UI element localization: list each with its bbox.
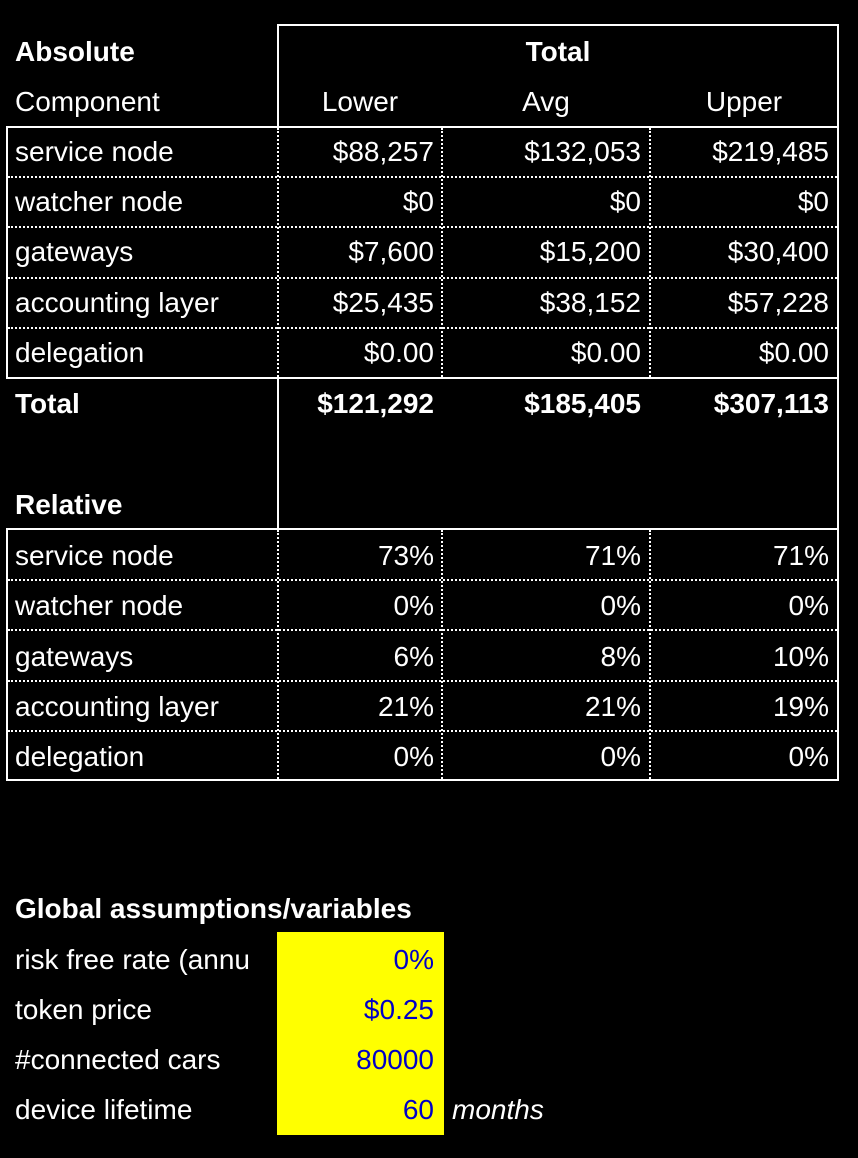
cell-lower[interactable]: $0.00 (363, 337, 434, 368)
cell-lower[interactable]: 6% (393, 641, 434, 672)
total-lower[interactable]: $121,292 (317, 388, 434, 419)
assumption-label[interactable]: #connected cars (15, 1044, 221, 1075)
assumption-label[interactable]: token price (15, 994, 152, 1025)
abs-block-left (6, 126, 8, 378)
rel-block-top (6, 528, 839, 530)
header-box-right (837, 24, 839, 126)
component-label: Component (15, 86, 160, 117)
assumption-label[interactable]: device lifetime (15, 1094, 193, 1125)
row-label[interactable]: gateways (15, 641, 134, 672)
cell-upper[interactable]: $219,485 (712, 136, 829, 167)
assumption-value-input[interactable]: 80000 (356, 1044, 434, 1075)
row-label[interactable]: watcher node (15, 186, 184, 217)
assumption-value-input[interactable]: $0.25 (363, 994, 434, 1025)
rel-block-left (6, 528, 8, 780)
header-box-top (277, 24, 839, 26)
cell-lower[interactable]: 0% (393, 590, 434, 621)
cell-upper[interactable]: 19% (772, 691, 829, 722)
absolute-label: Absolute (15, 36, 135, 67)
cell-upper[interactable]: 0% (788, 741, 829, 772)
col-header-avg: Avg (522, 86, 570, 117)
assumptions-heading: Global assumptions/variables (15, 893, 412, 924)
cell-upper[interactable]: $30,400 (727, 236, 829, 267)
total-label[interactable]: Total (15, 388, 80, 419)
row-label[interactable]: delegation (15, 337, 145, 368)
row-label[interactable]: delegation (15, 741, 145, 772)
cell-avg[interactable]: $0 (609, 186, 641, 217)
cell-avg[interactable]: 71% (584, 540, 641, 571)
cell-avg[interactable]: $15,200 (539, 236, 641, 267)
cell-lower[interactable]: 21% (377, 691, 434, 722)
total-upper[interactable]: $307,113 (713, 388, 829, 419)
cell-lower[interactable]: $7,600 (348, 236, 434, 267)
cell-lower[interactable]: $25,435 (332, 287, 434, 318)
cell-avg[interactable]: $0.00 (570, 337, 641, 368)
cell-upper[interactable]: $57,228 (727, 287, 829, 318)
assumption-value-input[interactable]: 60 (402, 1094, 434, 1125)
row-label[interactable]: accounting layer (15, 287, 219, 318)
cell-upper[interactable]: $0.00 (758, 337, 829, 368)
assumption-label[interactable]: risk free rate (annu (15, 944, 250, 975)
relative-label: Relative (15, 489, 123, 520)
cell-avg[interactable]: $38,152 (539, 287, 641, 318)
cell-upper[interactable]: 0% (788, 590, 829, 621)
abs-block-right (837, 126, 839, 378)
col-header-upper: Upper (705, 86, 783, 117)
cell-upper[interactable]: 71% (772, 540, 829, 571)
cell-lower[interactable]: 73% (377, 540, 434, 571)
row-label[interactable]: gateways (15, 236, 134, 267)
row-label[interactable]: service node (15, 540, 174, 571)
rel-block-right (837, 528, 839, 780)
cell-upper[interactable]: $0 (797, 186, 829, 217)
row-label[interactable]: accounting layer (15, 691, 219, 722)
cell-upper[interactable]: 10% (772, 641, 829, 672)
assumption-value-input[interactable]: 0% (393, 944, 434, 975)
cell-avg[interactable]: 0% (600, 590, 641, 621)
cell-lower[interactable]: $0 (402, 186, 434, 217)
total-avg[interactable]: $185,405 (524, 388, 641, 419)
cell-lower[interactable]: 0% (393, 741, 434, 772)
cell-avg[interactable]: 21% (584, 691, 641, 722)
cell-avg[interactable]: 0% (600, 741, 641, 772)
row-label[interactable]: service node (15, 136, 174, 167)
row-label[interactable]: watcher node (15, 590, 184, 621)
col-header-lower: Lower (321, 86, 399, 117)
cell-avg[interactable]: $132,053 (524, 136, 641, 167)
assumption-unit: months (452, 1094, 544, 1125)
cell-lower[interactable]: $88,257 (332, 136, 434, 167)
cell-avg[interactable]: 8% (600, 641, 641, 672)
mid-box-right (837, 378, 839, 528)
total-group-header: Total (525, 36, 591, 67)
